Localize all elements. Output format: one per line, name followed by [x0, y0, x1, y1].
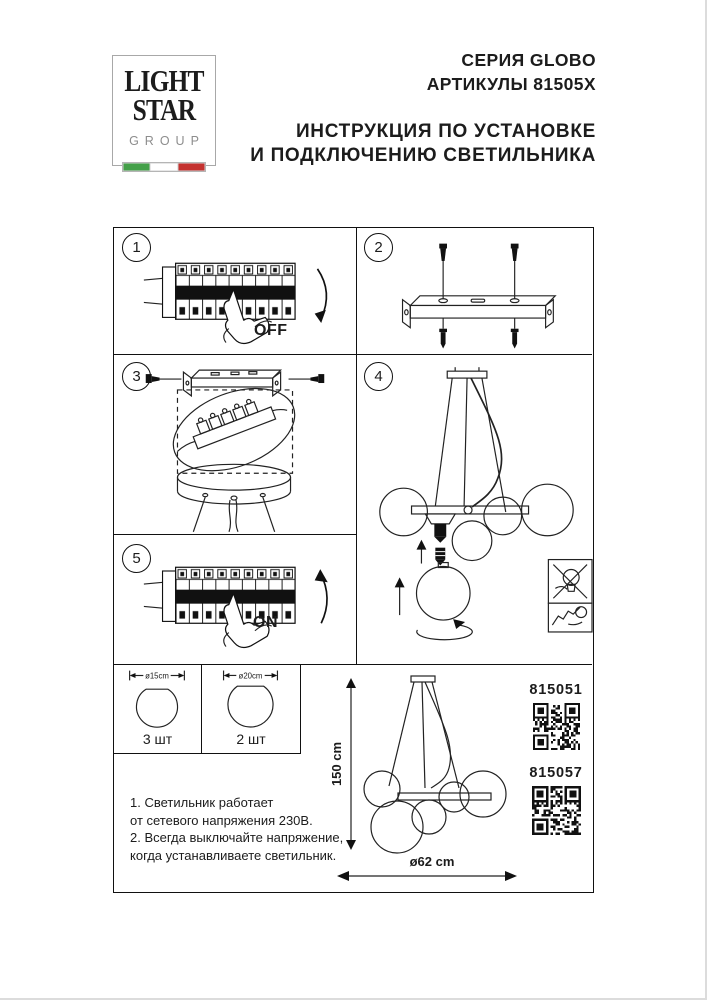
series-title: СЕРИЯ GLOBO — [461, 50, 596, 70]
flag-green-segment — [123, 163, 150, 171]
flag-white-segment — [150, 163, 177, 171]
article-815057-label: 815057 — [529, 765, 583, 781]
part-globe-15cm-box — [114, 665, 202, 754]
lightstar-logo — [112, 55, 216, 166]
note-line-1: 1. Светильник работает — [130, 795, 274, 810]
step-2-number: 2 — [364, 233, 393, 262]
instruction-title-line1: ИНСТРУКЦИЯ ПО УСТАНОВКЕ — [295, 121, 596, 142]
qr-column — [518, 682, 594, 835]
wall-anchor-icon — [439, 318, 518, 348]
glass-globe — [416, 567, 470, 621]
step-1-caption-off: OFF — [254, 322, 288, 339]
part-globe-20cm-box — [202, 665, 301, 754]
italian-flag-bar — [122, 162, 206, 172]
diameter-15cm-label: ø15cm — [145, 671, 169, 681]
note-line-3: 2. Всегда выключайте напряжение, — [130, 830, 344, 845]
chandelier-assembly-diagram — [356, 355, 594, 663]
canopy-wiring-diagram — [116, 356, 354, 533]
instruction-title-line2: И ПОДКЛЮЧЕНИЮ СВЕТИЛЬНИКА — [250, 145, 596, 166]
step-1-number: 1 — [122, 233, 151, 262]
safety-notes — [130, 794, 343, 864]
step-5-caption-on: ON — [253, 614, 278, 631]
article-815051-label: 815051 — [529, 682, 583, 698]
globe-15cm-drawing — [114, 665, 200, 729]
articles-title: АРТИКУЛЫ 81505X — [426, 74, 596, 94]
note-line-2: от сетевого напряжения 230В. — [130, 812, 313, 828]
quantity-2-label: 2 шт — [236, 731, 266, 747]
instruction-grid — [113, 227, 594, 893]
circuit-breaker-off-diagram — [142, 242, 338, 348]
logo-word-light: LIGHT — [124, 63, 204, 98]
dimension-drawing — [319, 668, 519, 890]
note-line-4: когда устанавливаете светильник. — [130, 847, 337, 863]
diameter-20cm-label: ø20cm — [238, 671, 263, 681]
logo-word-star: STAR — [132, 92, 196, 127]
power-cable — [471, 378, 502, 507]
qr-code-815051 — [533, 703, 580, 750]
grid-row2-divider — [114, 534, 356, 535]
lamp-socket-icon — [425, 514, 455, 543]
height-dimension-label: 150 cm — [329, 741, 344, 787]
step-4-number: 4 — [364, 362, 393, 391]
up-arrow-icon — [395, 577, 405, 587]
rotate-arrow-icon — [417, 625, 473, 640]
globe-20cm-drawing — [202, 665, 299, 729]
width-dimension-label: ø62 cm — [409, 854, 455, 869]
flag-red-segment — [178, 163, 205, 171]
screw-icon — [439, 244, 518, 299]
qr-code-815057 — [532, 786, 581, 835]
mounting-bracket-diagram — [360, 230, 592, 352]
up-arrow-icon — [416, 540, 426, 550]
quantity-3-label: 3 шт — [142, 731, 173, 747]
step-5-number: 5 — [122, 544, 151, 573]
use-cloth-icon — [548, 603, 592, 632]
warning-no-bare-hands-icon — [548, 560, 592, 604]
step-3-number: 3 — [122, 362, 151, 391]
terminal-block-icon — [169, 388, 288, 456]
logo-word-group: GROUP — [129, 134, 205, 148]
circuit-breaker-on-diagram — [142, 546, 338, 652]
